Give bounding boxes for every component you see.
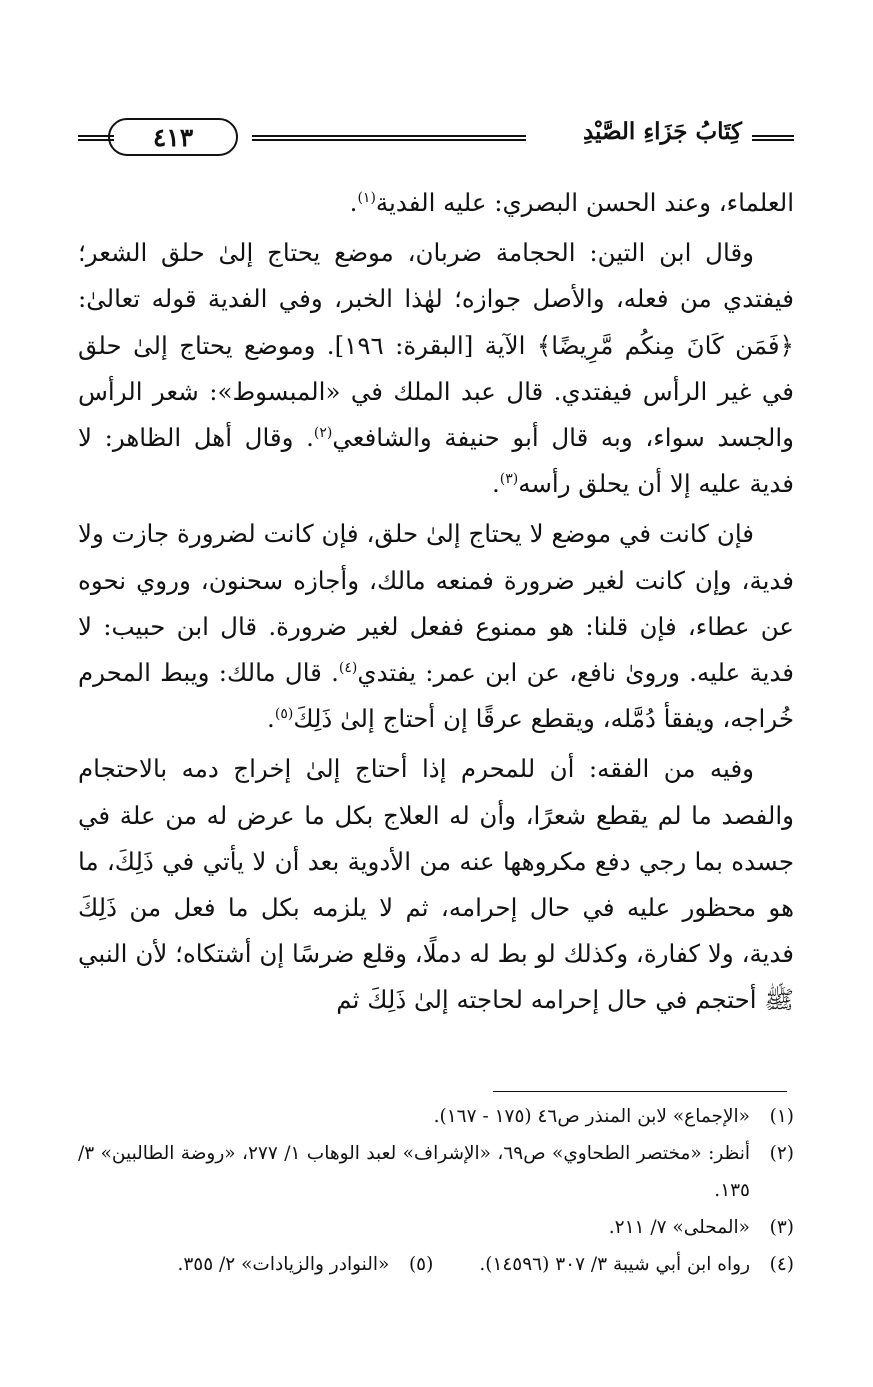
footnote-marker[interactable]: (٣) [499, 471, 519, 488]
paragraph-text: . [349, 188, 358, 217]
paragraph [78, 230, 794, 507]
footnote-number: (٥) [408, 1254, 434, 1275]
footnotes [78, 1098, 794, 1283]
page-number: ٤١٣ [152, 122, 194, 152]
footnote-item [78, 1209, 794, 1246]
footnote-item [78, 1135, 794, 1209]
paragraph-text: . وقال أهل الظاهر: لا فدية عليه إلا أن يحلق رأسه [78, 423, 794, 499]
paragraph [78, 746, 794, 1023]
paragraph [78, 511, 794, 742]
paragraph-text: العلماء، وعند الحسن البصري: عليه الفدية [375, 188, 794, 217]
paragraph-text: فإن كانت في موضع لا يحتاج إلىٰ حلق، فإن كانت لضرورة جازت ولا فدية، وإن كانت لغير ضرورة فمنعه مالك، وأجازه سحنون، وروي نحوه عن عطاء، فإن قلنا: هو ممنوع ففعل لغير ضرورة. قال ابن حبيب: لا فدية عليه. وروىٰ نافع، عن ابن عمر: يفتدي [78, 519, 794, 688]
main-text [78, 180, 794, 1028]
footnote-marker[interactable]: (٥) [274, 706, 294, 723]
paragraph-text: وقال ابن التين: الحجامة ضربان، موضع يحتاج إلىٰ حلق الشعر؛ فيفتدي من فعله، والأصل جوازه؛ لهٰذا الخبر، وفي الفدية قوله تعالىٰ: ﴿فَمَن كَانَ مِنكُم مَّرِيضًا﴾ الآية [البقرة: ١٩٦]. وموضع يحتاج إلىٰ حلق في غير الرأس فيفتدي. قال عبد الملك في «المبسوط»: شعر الرأس والجسد سواء، وبه قال أبو حنيفة والشافعي [78, 238, 795, 453]
footnote-text: «المحلى» ٧/ ٢١١. [608, 1217, 750, 1238]
footnote-number: (٣) [769, 1217, 794, 1238]
footnote-number: (٤) [769, 1254, 794, 1275]
paragraph-text: . [267, 704, 275, 734]
footnote-text: «النوادر والزيادات» ٢/ ٣٥٥. [177, 1254, 390, 1275]
paragraph [78, 180, 794, 226]
header-rule-left [78, 135, 114, 137]
footnote-number: (٢) [769, 1143, 794, 1164]
paragraph-text: . قال مالك: ويبط المحرم خُراجه، ويفقأ دُمَّله، ويقطع عرقًا إن أحتاج إلىٰ ذَلِكَ [78, 658, 794, 734]
header-rule-right [752, 135, 794, 137]
footnote-text: رواه ابن أبي شيبة ٣/ ٣٠٧ (١٤٥٩٦). [479, 1254, 750, 1275]
header-rule-middle [252, 135, 526, 137]
footnote-marker[interactable]: (٤) [338, 659, 358, 676]
footnote-text: «الإجماع» لابن المنذر ص٤٦ (١٧٥ - ١٦٧). [433, 1106, 750, 1127]
footnote-number: (١) [769, 1106, 794, 1127]
footnote-item [78, 1098, 794, 1135]
page-number-badge [108, 118, 238, 156]
footnote-separator [493, 1091, 787, 1092]
paragraph-text: وفيه من الفقه: أن للمحرم إذا أحتاج إلىٰ إخراج دمه بالاحتجام والفصد ما لم يقطع شعرًا، وأن له العلاج بكل ما عرض له من علة في جسده بما رجي دفع مكروهها عنه من الأدوية بعد أن لا يأتي في ذَلِكَ، ما هو محظور عليه في حال إحرامه، ثم لا يلزمه بكل ما فعل من ذَلِكَ فدية، ولا كفارة، وكذلك لو بط له دملًا، وقلع ضرسًا إن أشتكاه؛ لأن النبي ﷺ أحتجم في حال إحرامه لحاجته إلىٰ ذَلِكَ ثم [78, 754, 794, 1015]
page-header [78, 118, 794, 166]
paragraph-text: . [491, 469, 500, 499]
footnote-text: أنظر: «مختصر الطحاوي» ص٦٩، «الإشراف» لعبد الوهاب ١/ ٢٧٧، «روضة الطالبين» ٣/ ١٣٥. [78, 1143, 750, 1201]
footnote-marker[interactable]: (١) [357, 189, 376, 206]
footnote-marker[interactable]: (٢) [313, 424, 333, 441]
footnote-row-combined [78, 1246, 794, 1283]
book-title: كِتَابُ جَزَاءِ الصَّيْدِ [582, 118, 742, 145]
